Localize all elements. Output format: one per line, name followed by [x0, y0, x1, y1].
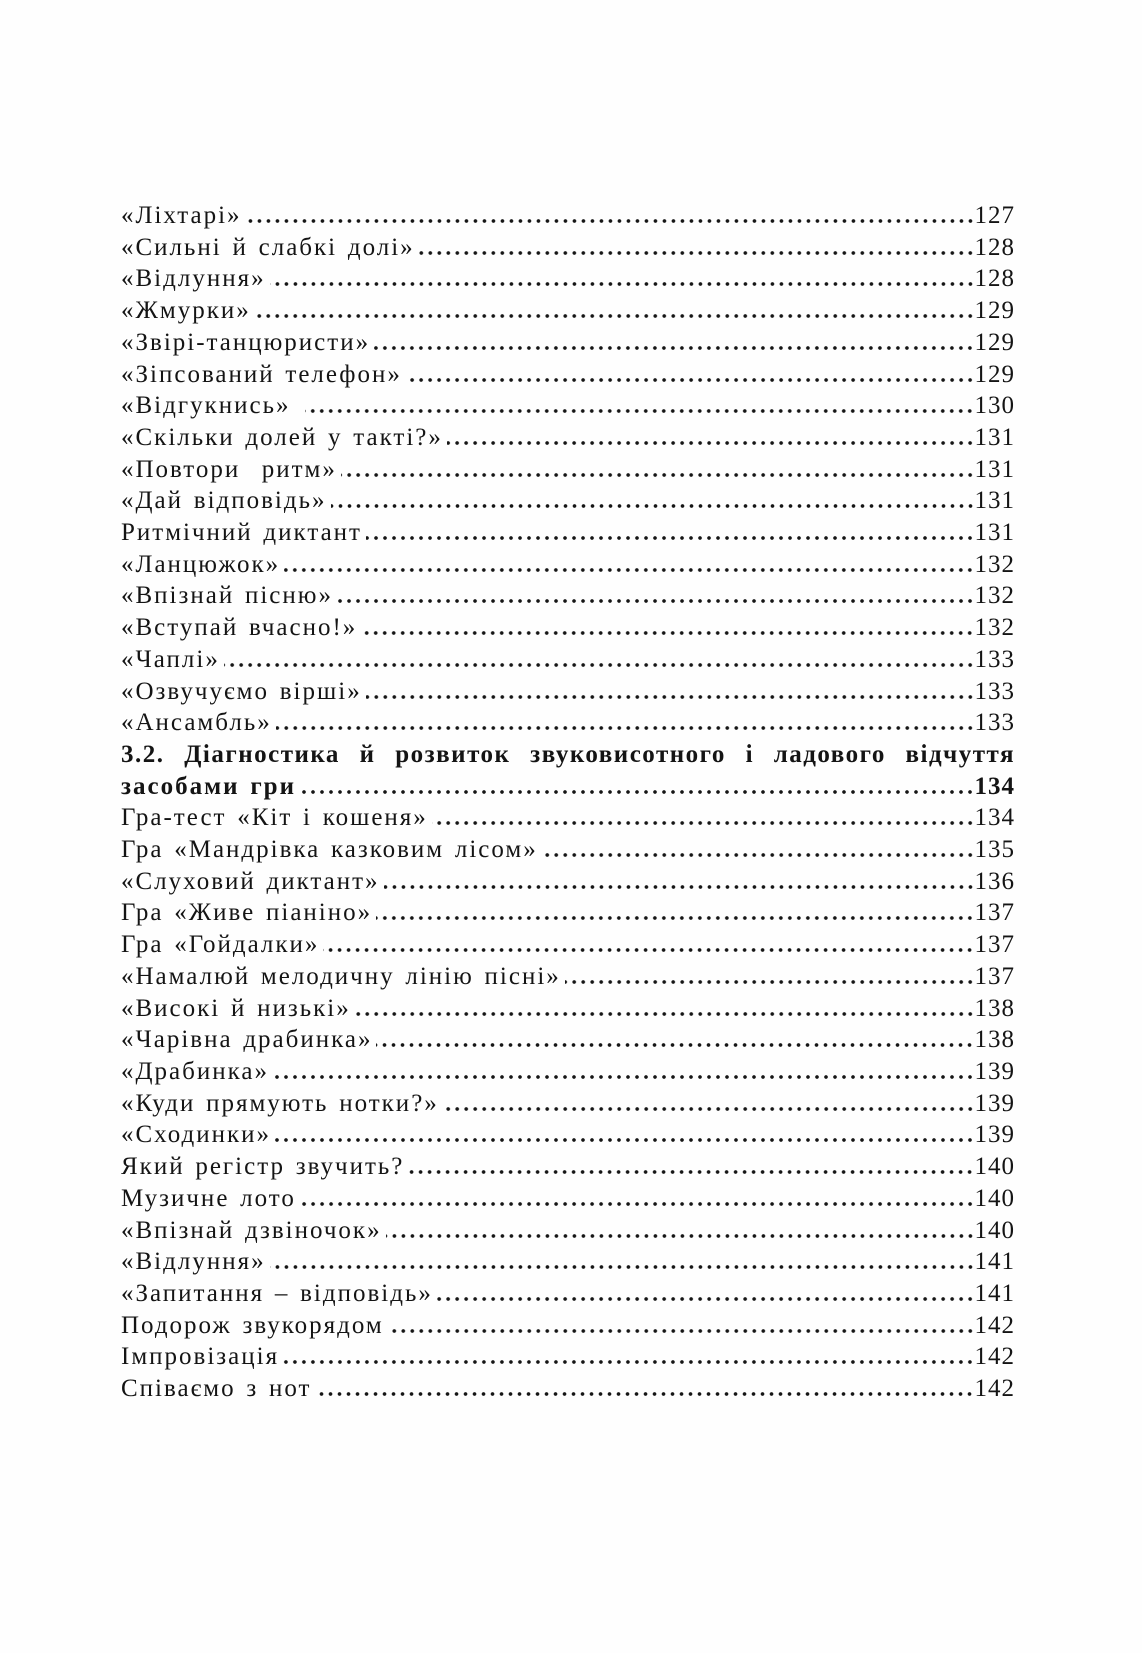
toc-entry [121, 263, 1015, 295]
toc-entry-title: Музичне лото [121, 1184, 296, 1212]
toc-entry-page: 129 [974, 360, 1015, 388]
toc-entry [121, 1088, 1015, 1120]
dot-leader [366, 695, 975, 699]
toc-section-heading-line2 [121, 771, 1015, 803]
toc-entry [121, 1056, 1015, 1088]
toc-entry [121, 232, 1015, 264]
toc-entry [121, 1151, 1015, 1183]
toc-entry-page: 139 [974, 1089, 1015, 1117]
toc-entry-page: 142 [974, 1311, 1015, 1339]
dot-leader [361, 631, 974, 635]
toc-entry-page: 137 [974, 931, 1015, 959]
dot-leader [305, 409, 974, 413]
toc-entry [121, 1310, 1015, 1342]
toc-section-heading-continuation: засобами гри [121, 772, 296, 800]
toc-entry-title: Гра «Живе піаніно» [121, 899, 373, 927]
dot-leader [323, 948, 974, 952]
toc-entry-page: 138 [974, 1026, 1015, 1054]
toc-entry-title: «Чаплі» [121, 645, 220, 673]
toc-entry [121, 390, 1015, 422]
dot-leader [341, 473, 975, 477]
toc-entry [121, 1215, 1015, 1247]
dot-leader [331, 504, 975, 508]
toc-entry-title: «Скільки долей у такті?» [121, 423, 443, 451]
toc-entry-page: 131 [974, 519, 1015, 547]
dot-leader [376, 1043, 974, 1047]
dot-leader [374, 346, 974, 350]
dot-leader [224, 663, 975, 667]
toc-entry-page: 133 [974, 709, 1015, 737]
toc-entry-page: 142 [974, 1375, 1015, 1403]
toc-entry [121, 517, 1015, 549]
toc-entry [121, 1183, 1015, 1215]
toc-entry [121, 580, 1015, 612]
dot-leader [315, 1392, 974, 1396]
toc-entry-page: 128 [974, 265, 1015, 293]
dot-leader [388, 1329, 975, 1333]
toc-entry-page: 131 [974, 423, 1015, 451]
toc-entry [121, 1246, 1015, 1278]
toc-entry-title: Імпровізація [121, 1343, 280, 1371]
toc-entry [121, 834, 1015, 866]
toc-entry-page: 139 [974, 1121, 1015, 1149]
toc-entry-page: 132 [974, 582, 1015, 610]
dot-leader [406, 378, 975, 382]
toc-entry-page: 135 [974, 836, 1015, 864]
toc-entry-page: 131 [974, 487, 1015, 515]
toc-entry [121, 1373, 1015, 1405]
dot-leader [376, 916, 974, 920]
toc-entry-title: Гра «Гойдалки» [121, 931, 320, 959]
dot-leader [542, 853, 975, 857]
toc-entry [121, 676, 1015, 708]
toc-entry [121, 1278, 1015, 1310]
toc-entry [121, 1024, 1015, 1056]
toc-entry-title: «Намалюй мелодичну лінію пісні» [121, 962, 561, 990]
toc-entry-page: 138 [974, 994, 1015, 1022]
dot-leader [355, 1012, 975, 1016]
dot-leader [366, 536, 975, 540]
toc-entry-title: Який регістр звучить? [121, 1153, 405, 1181]
toc-entry-page: 137 [974, 962, 1015, 990]
toc-entry-title: «Драбинка» [121, 1057, 269, 1085]
dot-leader [447, 441, 975, 445]
toc-entry-page: 127 [974, 202, 1015, 229]
dot-leader [300, 790, 975, 794]
toc-entry-page: 134 [974, 804, 1015, 832]
toc-entry-page: 141 [974, 1248, 1015, 1276]
toc-entry-title: Ритмічний диктант [121, 519, 362, 547]
toc-entry-page: 133 [974, 677, 1015, 705]
toc-entry-title: «Ансамбль» [121, 709, 272, 737]
toc-entry [121, 422, 1015, 454]
toc-entry-page: 132 [974, 614, 1015, 642]
toc-entry-title: «Сильні й слабкі долі» [121, 233, 415, 261]
toc-entry-page: 129 [974, 297, 1015, 325]
toc-entry-page: 139 [974, 1057, 1015, 1085]
toc-entry-page: 140 [974, 1153, 1015, 1181]
toc-entry-title: «Впізнай дзвіночок» [121, 1216, 382, 1244]
toc-entry-page: 141 [974, 1279, 1015, 1307]
toc-entry-title: «Відлуння» [121, 1248, 266, 1276]
toc-entry-title: Гра-тест «Кіт і кошеня» [121, 804, 428, 832]
dot-leader [270, 1265, 975, 1269]
toc-entry [121, 295, 1015, 327]
dot-leader [273, 1075, 975, 1079]
dot-leader [270, 282, 975, 286]
dot-leader [565, 980, 975, 984]
toc-entry-title: «Зіпсований телефон» [121, 360, 402, 388]
toc-entry-title: «Жмурки» [121, 297, 251, 325]
toc-entry-title: «Високі й низькі» [121, 994, 351, 1022]
toc-section-heading-page: 134 [974, 772, 1015, 800]
toc-entry-title: «Ланцюжок» [121, 550, 281, 578]
toc-entry-page: 128 [974, 233, 1015, 261]
toc-entry-page: 136 [974, 867, 1015, 895]
toc-entry-title: «Вступай вчасно!» [121, 614, 358, 642]
toc-entry-title: «Озвучуємо вірші» [121, 677, 362, 705]
toc-entry-title: «Повтори ритм» [121, 455, 337, 483]
table-of-contents [121, 200, 1015, 1405]
toc-entry [121, 961, 1015, 993]
toc-entry-title: «Відлуння» [121, 265, 266, 293]
toc-entry [121, 327, 1015, 359]
toc-entry [121, 866, 1015, 898]
toc-entry-page: 137 [974, 899, 1015, 927]
toc-entry-page: 132 [974, 550, 1015, 578]
toc-entry [121, 454, 1015, 486]
toc-entry [121, 993, 1015, 1025]
toc-entry [121, 1341, 1015, 1373]
dot-leader [255, 314, 975, 318]
toc-entry-page: 140 [974, 1216, 1015, 1244]
toc-entry-title: «Запитання – відповідь» [121, 1279, 433, 1307]
dot-leader [284, 568, 974, 572]
dot-leader [437, 1297, 975, 1301]
toc-entry [121, 200, 1015, 232]
dot-leader [246, 219, 975, 223]
toc-entry-page: 130 [974, 392, 1015, 420]
dot-leader [432, 821, 975, 825]
dot-leader [283, 1360, 974, 1364]
toc-entry [121, 802, 1015, 834]
toc-entry-title: Співаємо з нот [121, 1375, 312, 1403]
toc-entry-title: «Дай відповідь» [121, 487, 327, 515]
toc-entry [121, 359, 1015, 391]
toc-entry-title: «Звірі-танцюристи» [121, 328, 371, 356]
dot-leader [408, 1170, 974, 1174]
toc-entry [121, 612, 1015, 644]
toc-section-heading-line1 [121, 739, 1015, 771]
dot-leader [337, 599, 975, 603]
toc-entry-title: «Сходинки» [121, 1121, 272, 1149]
toc-entry [121, 929, 1015, 961]
dot-leader [384, 885, 975, 889]
toc-entry [121, 485, 1015, 517]
toc-entry-page: 129 [974, 328, 1015, 356]
toc-entry-title: Гра «Мандрівка казковим лісом» [121, 836, 538, 864]
toc-entry-title: Подорож звукорядом [121, 1311, 384, 1339]
dot-leader [386, 1234, 975, 1238]
toc-entry [121, 549, 1015, 581]
toc-entry [121, 897, 1015, 929]
dot-leader [300, 1202, 975, 1206]
dot-leader [419, 251, 975, 255]
toc-entry [121, 1119, 1015, 1151]
toc-entry-title: «Відгукнись» [121, 392, 302, 420]
toc-entry-title: «Ліхтарі» [121, 202, 242, 229]
toc-entry-title: «Куди прямують нотки?» [121, 1089, 439, 1117]
toc-entry-page: 142 [974, 1343, 1015, 1371]
toc-entry-title: «Слуховий диктант» [121, 867, 380, 895]
toc-entry-page: 140 [974, 1184, 1015, 1212]
dot-leader [443, 1107, 975, 1111]
dot-leader [276, 726, 975, 730]
toc-entry-page: 133 [974, 645, 1015, 673]
toc-entry-page: 131 [974, 455, 1015, 483]
dot-leader [275, 1138, 974, 1142]
toc-entry [121, 644, 1015, 676]
toc-section-heading-text: 3.2. Діагностика й розвиток звуковисотного і ладового відчуття [121, 740, 1015, 768]
toc-entry-title: «Впізнай пісню» [121, 582, 333, 610]
toc-entry [121, 707, 1015, 739]
toc-entry-title: «Чарівна драбинка» [121, 1026, 373, 1054]
